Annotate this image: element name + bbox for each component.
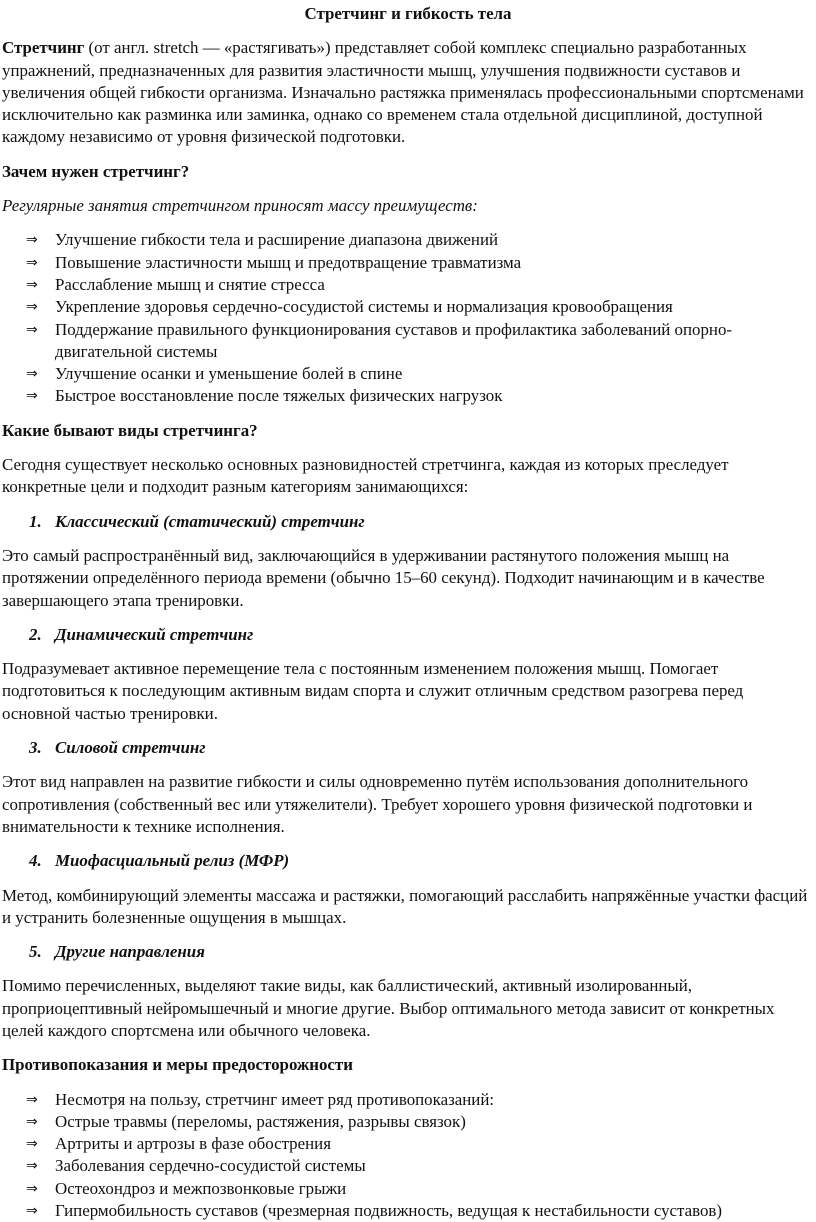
type-description: Это самый распространённый вид, заключающийся в удерживании растянутого положения мышц на протяжении определённого периода времени (обычно 15–60 секунд). Подходит начинающим и в качестве завершающего этапа тренировки.: [2, 545, 765, 610]
list-item: [2, 1155, 814, 1177]
list-item-text: Укрепление здоровья сердечно-сосудистой системы и нормализация кровообращения: [55, 297, 673, 317]
arrow-icon: ⇒: [26, 232, 38, 249]
contra-heading: Противопоказания и меры предосторожности: [2, 1055, 353, 1075]
list-item: [2, 296, 814, 318]
list-item-text: Повышение эластичности мышц и предотвращение травматизма: [55, 252, 522, 272]
arrow-icon: ⇒: [26, 1180, 38, 1197]
arrow-icon: ⇒: [26, 254, 38, 271]
intro-text: (от англ. stretch — «растягивать») представляет собой комплекс специально разработанных упражнений, предназначенных для развития эластичности мышц, улучшения подвижности суставов и увеличения общей гибкости организма. Изначально растяжка применялась профессиональными спортсменами исключительно как разминка или заминка, однако со временем стала отдельной дисциплиной, доступной каждому независимо от уровня физической подготовки.: [2, 38, 804, 147]
type-subheading: [2, 737, 814, 759]
list-item: [2, 385, 814, 407]
list-item: [2, 363, 814, 385]
benefits-list: [2, 229, 814, 407]
intro-paragraph: [2, 37, 814, 148]
list-item-text: Расслабление мышц и снятие стресса: [55, 274, 325, 294]
type-description: Метод, комбинирующий элементы массажа и растяжки, помогающий расслабить напряжённые участки фасций и устранить болезненные ощущения в мышцах.: [2, 885, 808, 927]
type-subheading: [2, 624, 814, 646]
types-heading: Какие бывают виды стретчинга?: [2, 420, 258, 440]
list-item-text: Улучшение гибкости тела и расширение диапазона движений: [55, 230, 499, 250]
list-item: [2, 1133, 814, 1155]
arrow-icon: ⇒: [26, 388, 38, 405]
list-item-text: Несмотря на пользу, стретчинг имеет ряд противопоказаний:: [55, 1089, 495, 1109]
arrow-icon: ⇒: [26, 1203, 38, 1220]
list-item-text: Поддержание правильного функционирования суставов и профилактика заболеваний опорно-двигательной системы: [55, 319, 733, 361]
types-intro: Сегодня существует несколько основных разновидностей стретчинга, каждая из которых преследует конкретные цели и подходит разным категориям занимающихся:: [2, 455, 729, 497]
type-description: Помимо перечисленных, выделяют такие виды, как баллистический, активный изолированный, проприоцептивный нейромышечный и многие другие. Выбор оптимального метода зависит от конкретных целей каждого спортсмена или обычного человека.: [2, 976, 775, 1040]
type-title: Миофасциальный релиз (МФР): [55, 851, 290, 871]
list-item: [2, 1111, 814, 1133]
list-item: [2, 1178, 814, 1200]
type-description: Подразумевает активное перемещение тела с постоянным изменением положения мышц. Помогает подготовиться к последующим активным видам спорта и служит отличным средством разогрева перед основной частью тренировки.: [2, 659, 744, 723]
arrow-icon: ⇒: [26, 1113, 38, 1130]
type-subheading: [2, 941, 814, 963]
type-title: Силовой стретчинг: [55, 738, 206, 758]
list-item-text: Артриты и артрозы в фазе обострения: [55, 1134, 331, 1154]
type-title: Динамический стретчинг: [55, 624, 254, 644]
list-item-text: Заболевания сердечно-сосудистой системы: [55, 1156, 366, 1176]
type-title: Другие направления: [55, 942, 205, 962]
arrow-icon: ⇒: [26, 1158, 38, 1175]
type-number: 3.: [29, 738, 42, 758]
intro-term: Стретчинг: [2, 38, 85, 58]
arrow-icon: ⇒: [26, 1091, 38, 1108]
type-title: Классический (статический) стретчинг: [55, 511, 365, 531]
list-item-text: Гипермобильность суставов (чрезмерная подвижность, ведущая к нестабильности суставов): [55, 1201, 723, 1221]
contraindications-list: [2, 1089, 814, 1222]
type-number: 2.: [29, 624, 42, 644]
why-lead: Регулярные занятия стретчингом приносят массу преимуществ:: [2, 196, 478, 216]
why-heading: Зачем нужен стретчинг?: [2, 161, 190, 181]
arrow-icon: ⇒: [26, 299, 38, 316]
document-title: Стретчинг и гибкость тела: [304, 4, 512, 23]
type-subheading: [2, 511, 814, 533]
arrow-icon: ⇒: [26, 276, 38, 293]
list-item-text: Быстрое восстановление после тяжелых физических нагрузок: [55, 386, 503, 406]
type-number: 1.: [29, 511, 42, 531]
arrow-icon: ⇒: [26, 366, 38, 383]
arrow-icon: ⇒: [26, 321, 38, 338]
list-item-text: Улучшение осанки и уменьшение болей в спине: [55, 364, 403, 384]
list-item: [2, 1089, 814, 1111]
arrow-icon: ⇒: [26, 1136, 38, 1153]
type-subheading: [2, 850, 814, 872]
type-number: 4.: [29, 851, 42, 871]
list-item-text: Остеохондроз и межпозвонковые грыжи: [55, 1178, 347, 1198]
type-description: Этот вид направлен на развитие гибкости и силы одновременно путём использования дополнительного сопротивления (собственный вес или утяжелители). Требует хорошего уровня физической подготовки и внимательности к технике исполнения.: [2, 772, 753, 836]
list-item: [2, 274, 814, 296]
list-item-text: Острые травмы (переломы, растяжения, разрывы связок): [55, 1111, 466, 1131]
list-item: [2, 229, 814, 251]
list-item: [2, 1200, 814, 1222]
type-number: 5.: [29, 942, 42, 962]
list-item: [2, 252, 814, 274]
list-item: [2, 319, 814, 364]
